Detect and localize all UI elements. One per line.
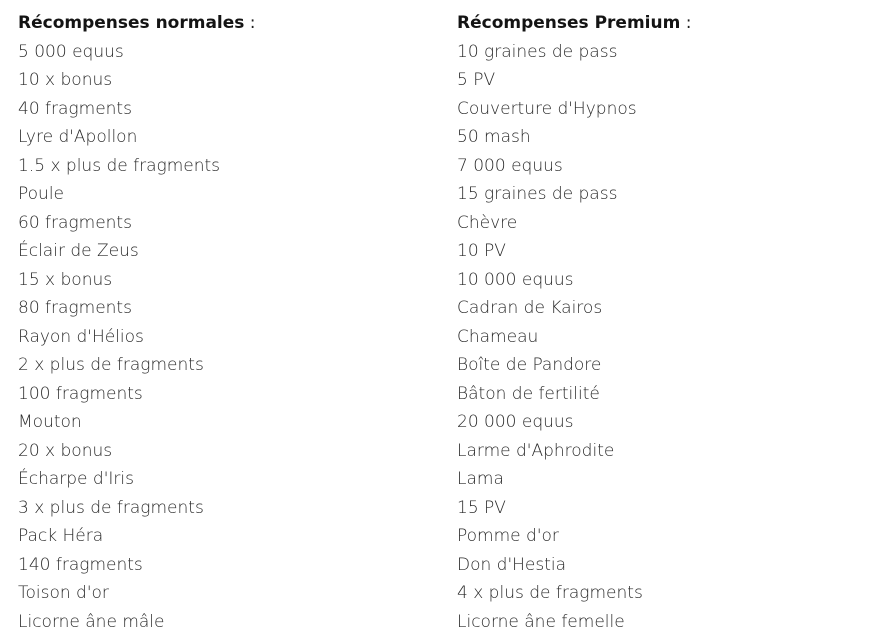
premium-reward-item: Pomme d'or bbox=[457, 526, 559, 546]
premium-reward-item: Chèvre bbox=[457, 212, 518, 233]
normal-reward-item: 10 x bonus bbox=[18, 70, 113, 90]
premium-reward-item: Licorne âne femelle bbox=[457, 611, 625, 632]
normal-reward-item: Éclair de Zeus bbox=[18, 241, 139, 261]
premium-rewards-colon: : bbox=[680, 13, 692, 33]
premium-rewards-list bbox=[457, 38, 857, 637]
normal-rewards-title: Récompenses normales bbox=[18, 13, 245, 33]
normal-reward-item: Poule bbox=[18, 184, 65, 204]
normal-reward-item: 40 fragments bbox=[18, 98, 132, 119]
premium-reward-item: Larme d'Aphrodite bbox=[457, 440, 615, 461]
premium-reward-item: 5 PV bbox=[457, 70, 496, 90]
normal-reward-item: Écharpe d'Iris bbox=[18, 469, 134, 489]
premium-reward-item: 20 000 equus bbox=[457, 412, 574, 432]
premium-reward-item: 15 graines de pass bbox=[457, 184, 618, 204]
premium-reward-item: Couverture d'Hypnos bbox=[457, 98, 637, 119]
premium-reward-item: Boîte de Pandore bbox=[457, 355, 602, 375]
normal-rewards-column bbox=[18, 9, 438, 636]
normal-reward-item: 80 fragments bbox=[18, 298, 132, 318]
normal-reward-item: 5 000 equus bbox=[18, 41, 124, 62]
normal-reward-item: 140 fragments bbox=[18, 554, 143, 575]
normal-reward-item: 20 x bonus bbox=[18, 440, 113, 461]
premium-rewards-heading bbox=[457, 9, 857, 38]
premium-reward-item: 10 graines de pass bbox=[457, 41, 618, 62]
normal-reward-item: 100 fragments bbox=[18, 383, 143, 404]
normal-reward-item: Mouton bbox=[18, 412, 82, 432]
normal-reward-item: 1.5 x plus de fragments bbox=[18, 155, 221, 176]
premium-rewards-column bbox=[457, 9, 857, 636]
normal-reward-item: Pack Héra bbox=[18, 526, 104, 546]
normal-reward-item: 3 x plus de fragments bbox=[18, 497, 204, 518]
premium-reward-item: 15 PV bbox=[457, 497, 506, 518]
normal-reward-item: 15 x bonus bbox=[18, 269, 113, 290]
normal-reward-item: Lyre d'Apollon bbox=[18, 127, 138, 147]
normal-reward-item: Licorne âne mâle bbox=[18, 611, 165, 632]
normal-reward-item: Toison d'or bbox=[18, 583, 109, 603]
premium-reward-item: 10 000 equus bbox=[457, 269, 574, 290]
normal-rewards-heading bbox=[18, 9, 438, 38]
premium-reward-item: 10 PV bbox=[457, 241, 506, 261]
premium-reward-item: Chameau bbox=[457, 326, 539, 347]
premium-reward-item: 7 000 equus bbox=[457, 155, 563, 176]
premium-reward-item: Bâton de fertilité bbox=[457, 383, 600, 404]
normal-rewards-list bbox=[18, 38, 438, 637]
premium-rewards-title: Récompenses Premium bbox=[457, 13, 681, 33]
normal-rewards-colon: : bbox=[244, 13, 256, 33]
premium-reward-item: 50 mash bbox=[457, 127, 531, 147]
premium-reward-item: Lama bbox=[457, 469, 504, 489]
normal-reward-item: Rayon d'Hélios bbox=[18, 326, 144, 347]
normal-reward-item: 60 fragments bbox=[18, 212, 132, 233]
premium-reward-item: 4 x plus de fragments bbox=[457, 583, 643, 603]
premium-reward-item: Cadran de Kairos bbox=[457, 298, 603, 318]
normal-reward-item: 2 x plus de fragments bbox=[18, 355, 204, 375]
premium-reward-item: Don d'Hestia bbox=[457, 554, 567, 575]
